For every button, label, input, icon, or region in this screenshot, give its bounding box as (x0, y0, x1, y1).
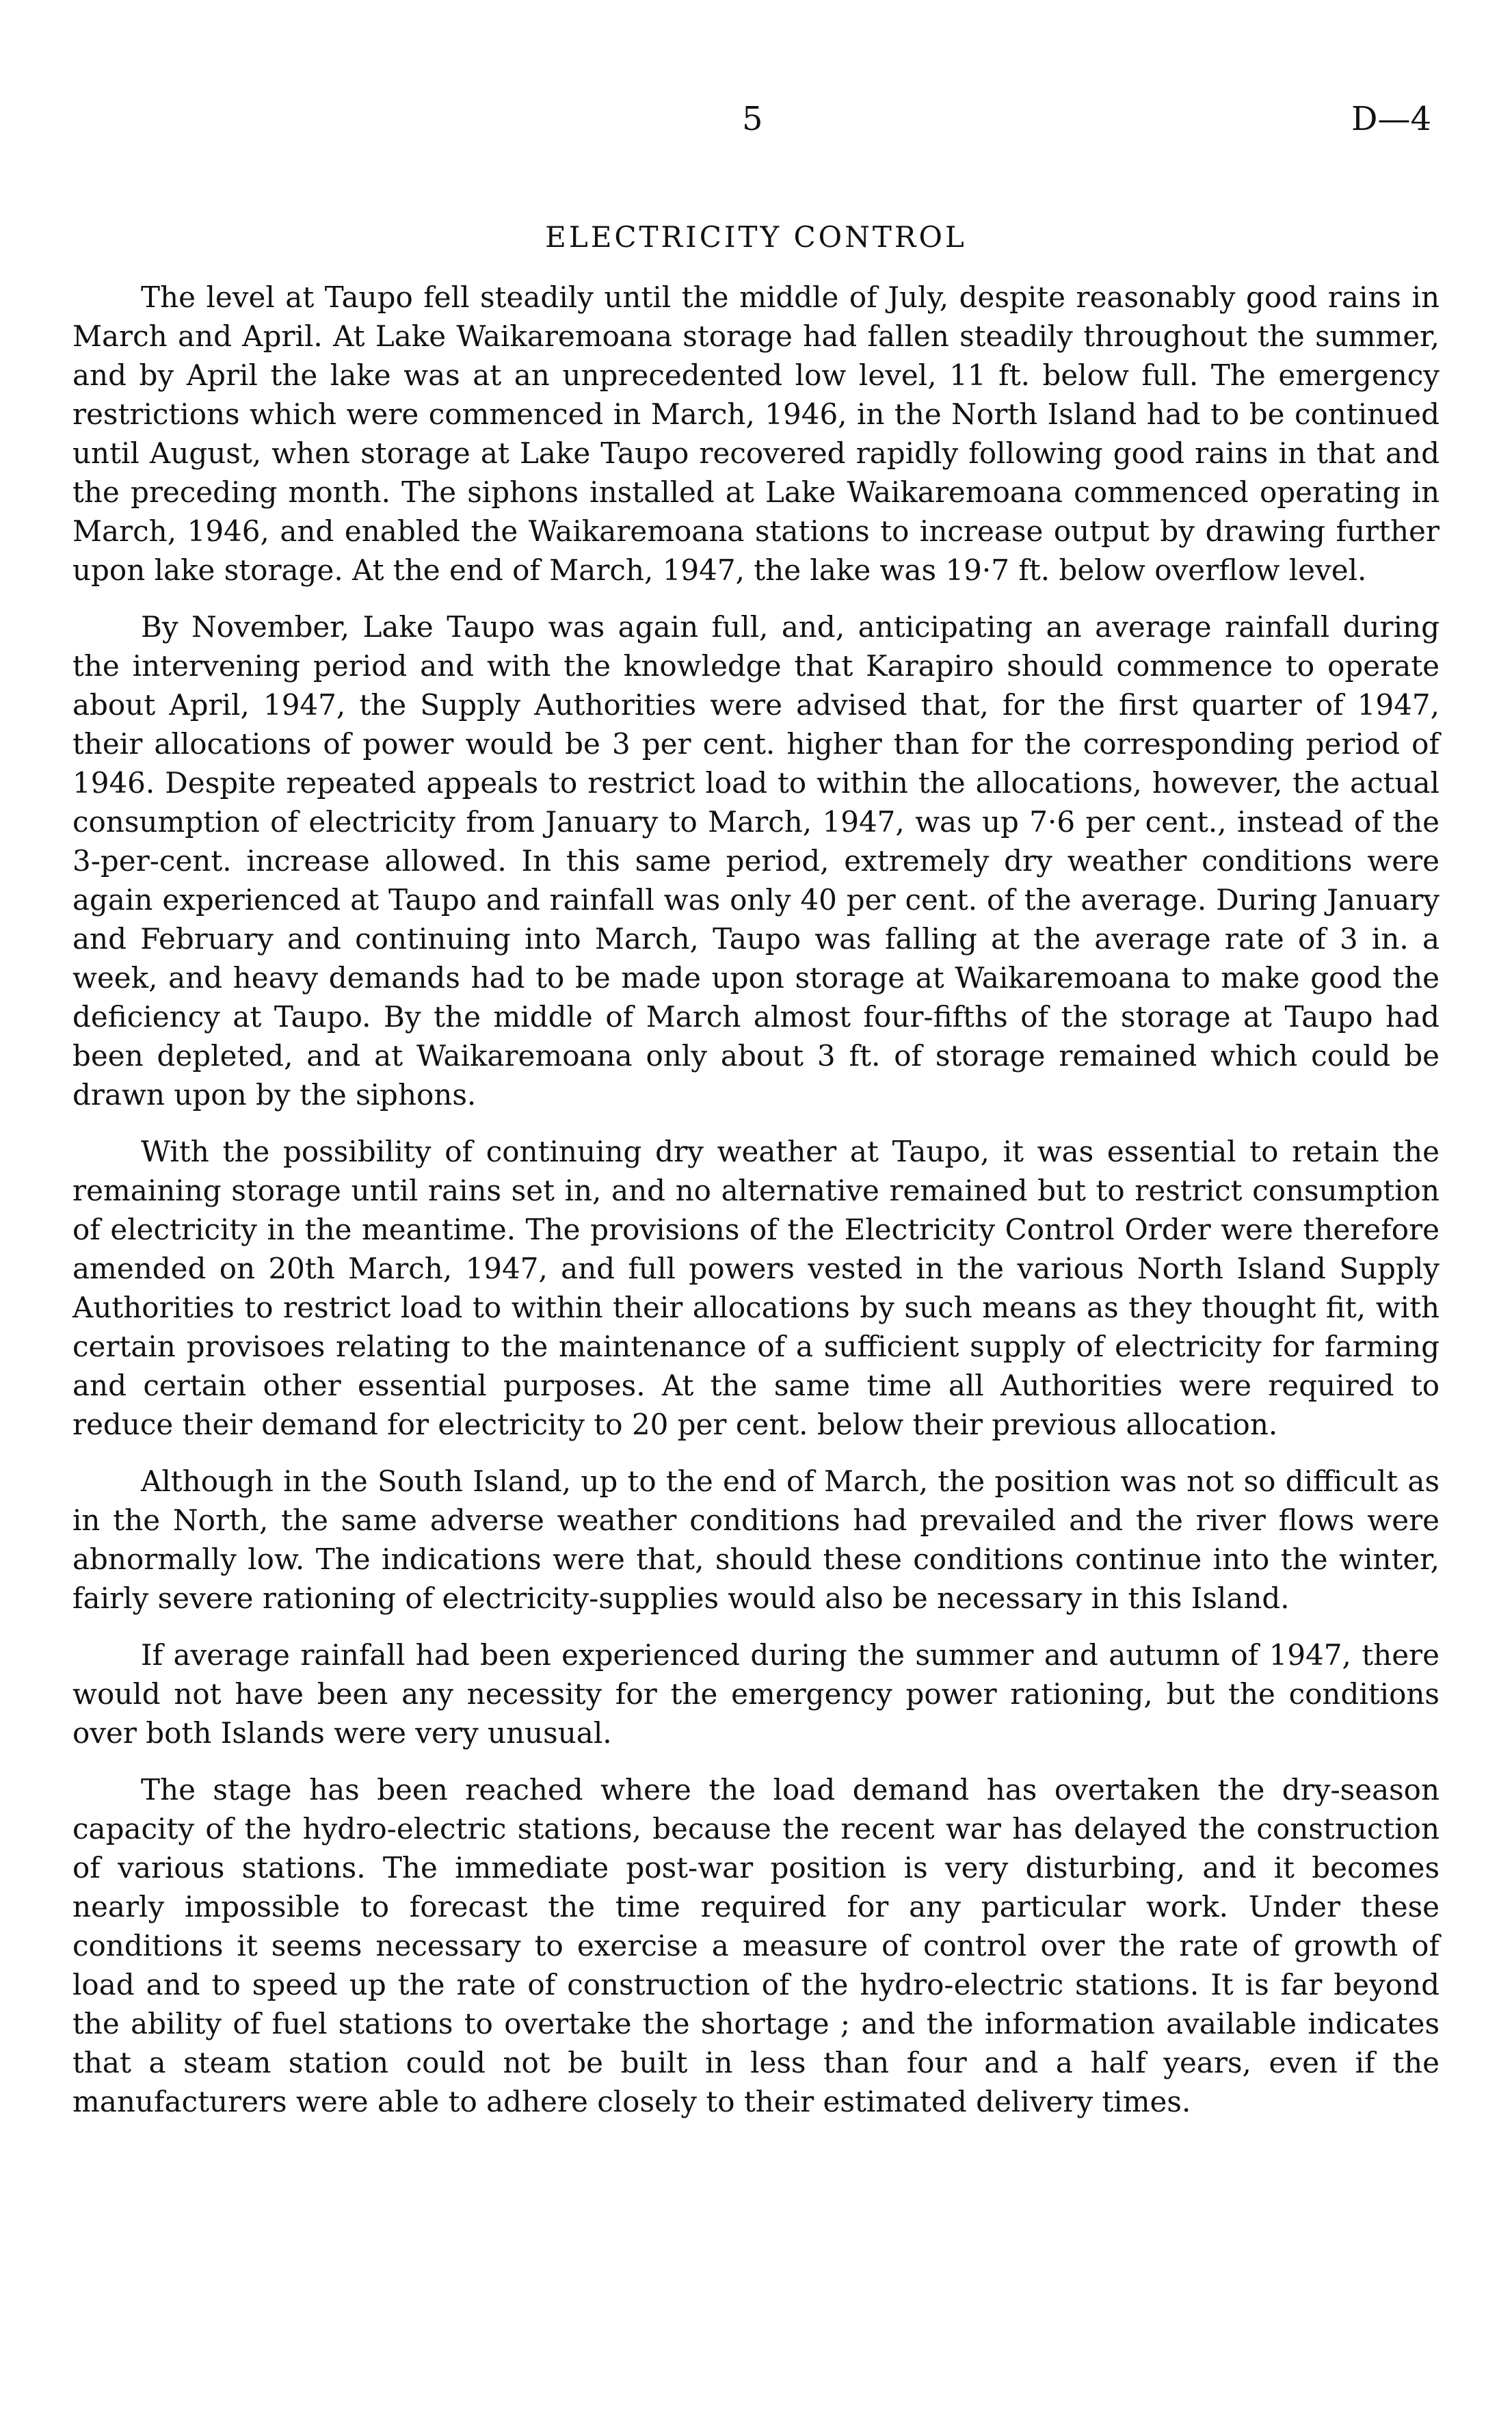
body-text (72, 278, 1440, 2139)
paragraph-6: The stage has been reached where the load demand has overtaken the dry-season capacity of the hydro-electric stations, because the recent war has delayed the construction of various stations. The immediate post-war position is very disturbing, and it becomes nearly impossible to forecast the time required for any particular work. Under these conditions it seems necessary to exercise a measure of control over the rate of growth of load and to speed up the rate of construction of the hydro-electric stations. It is far beyond the ability of fuel stations to overtake the shortage ; and the information available indicates that a steam station could not be built in less than four and a half years, even if the manufacturers were able to adhere closely to their estimated delivery times. (72, 1773, 1440, 2118)
paragraph-2: By November, Lake Taupo was again full, and, anticipating an average rainfall during the intervening period and with the knowledge that Karapiro should commence to operate about April, 1947, the Supply Authorities were advised that, for the first quarter of 1947, their allocations of power would be 3 per cent. higher than for the corresponding period of 1946. Despite repeated appeals to restrict load to within the allocations, however, the actual consumption of electricity from January to March, 1947, was up 7·6 per cent., instead of the 3-per-cent. increase allowed. In this same period, extremely dry weather conditions were again experienced at Taupo and rainfall was only 40 per cent. of the average. During January and February and continuing into March, Taupo was falling at the average rate of 3 in. a week, and heavy demands had to be made upon storage at Waikaremoana to make good the deficiency at Taupo. By the middle of March almost four-fifths of the storage at Taupo had been depleted, and at Waikaremoana only about 3 ft. of storage remained which could be drawn upon by the siphons. (72, 610, 1440, 1112)
page-number: 5 (742, 100, 763, 138)
section-title: ELECTRICITY CONTROL (545, 220, 967, 254)
paragraph-4: Although in the South Island, up to the end of March, the position was not so difficult as in the North, the same adverse weather conditions had prevailed and the river flows were abnormally low. The indications were that, should these conditions continue into the winter, fairly severe rationing of electricity-supplies would also be necessary in this Island. (72, 1464, 1440, 1615)
paragraph-1: The level at Taupo fell steadily until the middle of July, despite reasonably good rains in March and April. At Lake Waikaremoana storage had fallen steadily throughout the summer, and by April the lake was at an unprecedented low level, 11 ft. below full. The emergency restrictions which were commenced in March, 1946, in the North Island had to be continued until August, when storage at Lake Taupo recovered rapidly following good rains in that and the preceding month. The siphons installed at Lake Waikaremoana commenced operating in March, 1946, and enabled the Waikaremoana stations to increase output by drawing further upon lake storage. At the end of March, 1947, the lake was 19·7 ft. below overflow level. (72, 280, 1440, 587)
paragraph-5: If average rainfall had been experienced during the summer and autumn of 1947, there would not have been any necessity for the emergency power rationing, but the conditions over both Islands were very unusual. (72, 1638, 1440, 1750)
paragraph-3: With the possibility of continuing dry weather at Taupo, it was essential to retain the remaining storage until rains set in, and no alternative remained but to restrict consumption of electricity in the meantime. The provisions of the Electricity Control Order were therefore amended on 20th March, 1947, and full powers vested in the various North Island Supply Authorities to restrict load to within their allocations by such means as they thought fit, with certain provisoes relating to the maintenance of a sufficient supply of electricity for farming and certain other essential purposes. At the same time all Authorities were required to reduce their demand for electricity to 20 per cent. below their previous allocation. (72, 1135, 1440, 1441)
document-code: D—4 (1351, 100, 1431, 138)
